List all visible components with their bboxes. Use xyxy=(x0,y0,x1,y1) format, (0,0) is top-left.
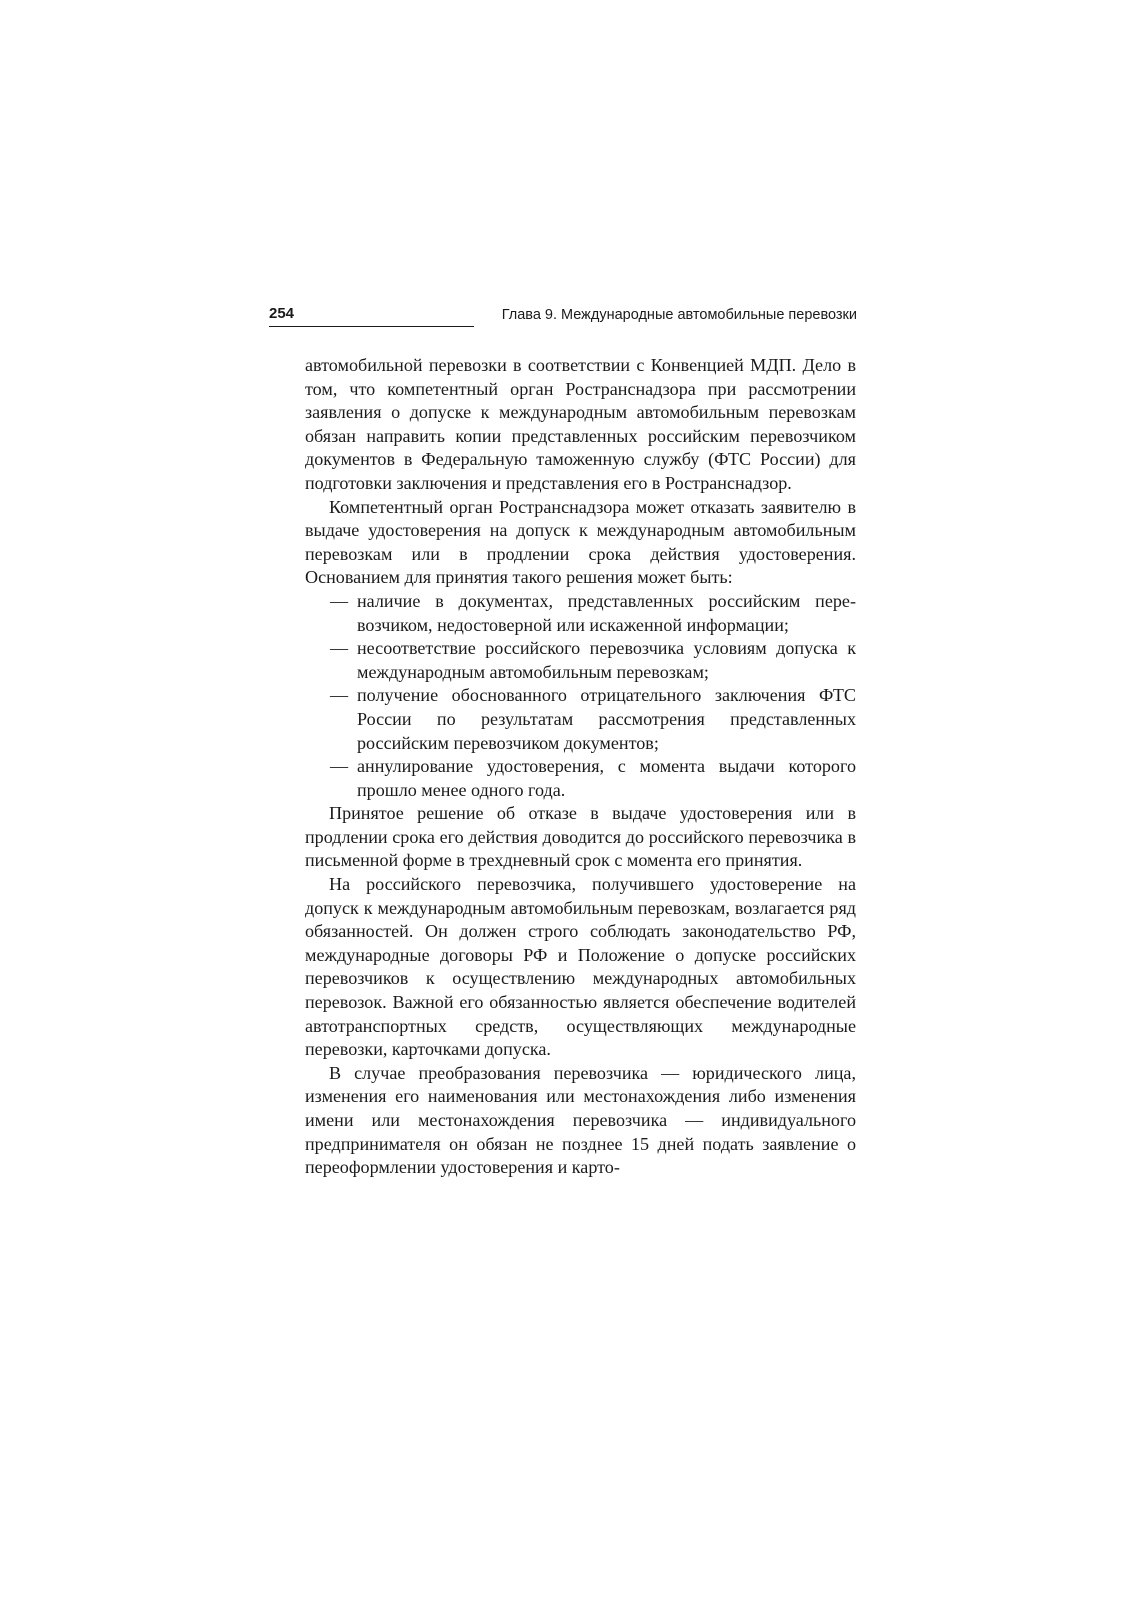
dash-marker: — xyxy=(330,590,349,611)
list-item-text: получение обоснованного отрицательного заключения ФТС России по результатам рассмотрения представленных российским перевозчиком документов; xyxy=(357,685,856,753)
paragraph: Компетентный орган Ространснадзора может отказать заявителю в выдаче удостоверения на допуск к международным автомобильным перевозкам или в продлении срока действия удостоверения. Основанием для принятия такого решения может быть: xyxy=(305,496,856,588)
page-number: 254 xyxy=(269,305,295,322)
dash-marker: — xyxy=(330,685,349,706)
list-item xyxy=(330,684,856,755)
header-rule xyxy=(269,326,474,327)
running-title: Глава 9. Международные автомобильные перевозки xyxy=(501,307,857,323)
paragraph: Принятое решение об отказе в выдаче удостоверения или в продлении срока его действия доводится до российского перевозчика в письменной форме в трехдневный срок с момента его принятия. xyxy=(305,803,856,871)
list-item-text: наличие в документах, представленных российским перевозчиком, недостоверной или искаженной информации; xyxy=(357,590,856,635)
list-item xyxy=(330,637,856,684)
dash-marker: — xyxy=(330,756,349,777)
list-item-text: аннулирование удостоверения, с момента выдачи которого прошло менее одного года. xyxy=(357,756,856,800)
paragraph: На российского перевозчика, получившего удостоверение на допуск к международным автомобильным перевозкам, возлагается ряд обязанностей. Он должен строго соблюдать законодательство РФ, международные договоры РФ и Положение о допуске российских перевозчиков к осуществлению международных автомобильных перевозок. Важной его обязанностью является обеспечение водителей автотранспортных средств, осуществляющих международные перевозки, карточками допуска. xyxy=(305,874,856,1060)
paragraph: автомобильной перевозки в соответствии с Конвенцией МДП. Дело в том, что компетентный орган Ространснадзора при рассмотрении заявления о допуске к международным автомобильным перевозкам обязан направить копии представленных российским перевозчиком документов в Федеральную таможенную службу (ФТС России) для подготовки заключения и представления его в Ространснадзор. xyxy=(305,355,856,493)
page-body xyxy=(305,354,856,1180)
paragraph: В случае преобразования перевозчика — юридического лица, изменения его наименования или местонахождения либо изменения имени или местонахождения перевозчика — индивидуального предпринимателя он обязан не позднее 15 дней подать заявление о переоформлении удостоверения и карто- xyxy=(305,1062,856,1178)
page-header xyxy=(269,304,857,330)
list-item xyxy=(330,755,856,802)
dash-marker: — xyxy=(330,638,349,659)
list-item xyxy=(330,590,856,637)
list-item-text: несоответствие российского перевозчика условиям допуска к международным автомобильным перевозкам; xyxy=(357,638,856,682)
bullet-list xyxy=(305,590,856,802)
